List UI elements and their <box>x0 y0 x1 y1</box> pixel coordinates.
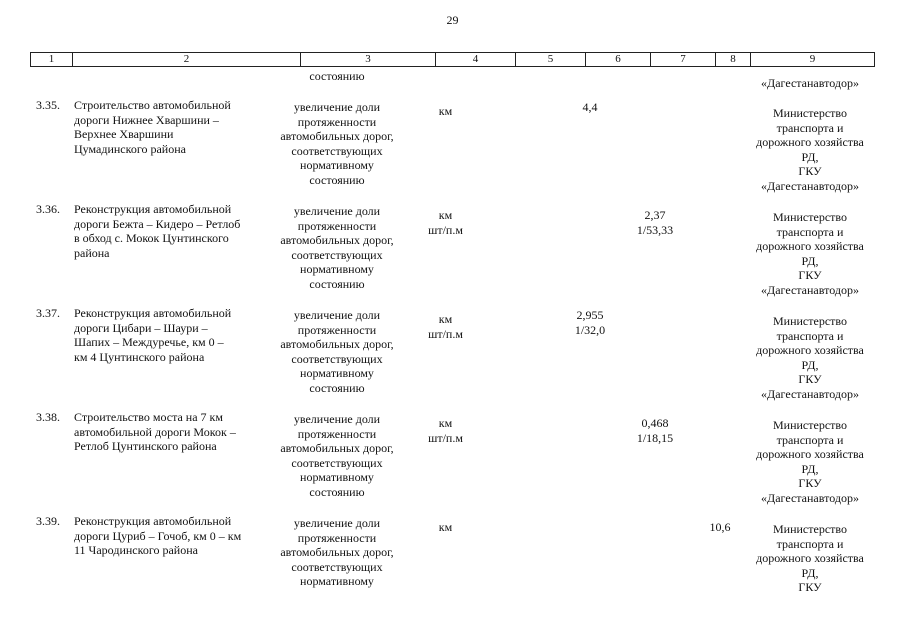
indicator-line: соответствующих <box>291 559 383 574</box>
indicator <box>262 516 412 589</box>
value-col8-line: 10,6 <box>709 520 731 534</box>
object-name-line: Реконструкция автомобильной <box>74 514 232 528</box>
row-number: 3.35. <box>36 98 60 112</box>
executor-line: транспорта и <box>776 120 844 135</box>
unit-line: км <box>438 416 453 430</box>
value-col6-line: 1/32,0 <box>574 322 606 337</box>
indicator-line: соответствующих <box>291 455 383 470</box>
value-col6 <box>555 100 625 115</box>
continuation-indicator: состоянию <box>309 69 365 83</box>
object-name-line: Строительство автомобильной <box>74 98 231 112</box>
object-name-line: дороги Бежта – Кидеро – Ретлоб <box>74 216 241 231</box>
executor-line: «Дагестанавтодор» <box>761 386 859 401</box>
object-name-line: Реконструкция автомобильной <box>74 306 232 320</box>
executor-line: РД, <box>801 253 819 268</box>
header-col-8: 8 <box>715 52 750 66</box>
indicator <box>262 412 412 499</box>
unit <box>418 208 473 237</box>
object-name-line: дороги Цуриб – Гочоб, км 0 – км <box>74 528 242 543</box>
unit <box>418 104 473 119</box>
object-name <box>74 202 259 260</box>
object-name-line: 11 Чародинского района <box>74 543 198 557</box>
executor-line: Министерство <box>773 106 847 120</box>
header-col-9: 9 <box>750 52 875 66</box>
continuation-executor: «Дагестанавтодор» <box>761 76 859 90</box>
indicator-line: увеличение доли <box>293 412 381 426</box>
object-name <box>74 514 259 558</box>
unit <box>418 520 473 535</box>
indicator-line: увеличение доли <box>293 100 381 114</box>
executor-line: Министерство <box>773 314 847 328</box>
indicator-line: состоянию <box>309 484 365 499</box>
value-col6 <box>555 308 625 337</box>
row-number: 3.38. <box>36 410 60 424</box>
object-name-line: дороги Цибари – Шаури – <box>74 320 208 335</box>
indicator-line: протяженности <box>297 218 377 233</box>
object-name-line: Ретлоб Цунтинского района <box>74 439 217 453</box>
executor-line: дорожного хозяйства <box>756 343 864 357</box>
indicator-line: увеличение доли <box>293 204 381 218</box>
object-name-line: км 4 Цунтинского района <box>74 349 205 364</box>
indicator-line: автомобильных дорог, <box>280 129 394 143</box>
unit <box>418 416 473 445</box>
unit <box>418 312 473 341</box>
header-col-2: 2 <box>72 52 300 66</box>
header-col-7: 7 <box>650 52 715 66</box>
executor-line: транспорта и <box>776 536 844 551</box>
object-name-line: в обход с. Мокок Цунтинского <box>74 231 229 245</box>
indicator-line: протяженности <box>297 426 377 441</box>
executor-line: «Дагестанавтодор» <box>761 282 859 297</box>
executor-line: ГКУ <box>798 580 822 594</box>
executor-line: Министерство <box>773 210 847 224</box>
executor-line: транспорта и <box>776 432 844 447</box>
unit-line: км <box>438 104 453 118</box>
value-col7-line: 1/18,15 <box>636 430 674 445</box>
object-name <box>74 410 259 454</box>
indicator-line: состоянию <box>309 380 365 395</box>
executor-line: дорожного хозяйства <box>756 239 864 253</box>
value-col7 <box>620 416 690 445</box>
row-number: 3.39. <box>36 514 60 528</box>
executor <box>745 314 875 401</box>
unit-line: км <box>438 312 453 326</box>
indicator-line: протяженности <box>297 530 377 545</box>
object-name-line: Верхнее Хваршини <box>74 127 174 141</box>
indicator <box>262 100 412 187</box>
header-col-5: 5 <box>515 52 585 66</box>
object-name-line: дороги Нижнее Хваршини – <box>74 112 219 127</box>
indicator-line: нормативному <box>300 574 374 588</box>
unit-line: км <box>438 208 453 222</box>
indicator-line: автомобильных дорог, <box>280 233 394 247</box>
object-name-line: района <box>74 245 110 260</box>
table-header <box>30 52 875 67</box>
header-col-4: 4 <box>435 52 515 66</box>
header-col-6: 6 <box>585 52 650 66</box>
object-name <box>74 98 259 156</box>
value-col7-line: 1/53,33 <box>636 222 674 237</box>
value-col7-line: 0,468 <box>641 416 669 430</box>
executor <box>745 210 875 297</box>
executor-line: Министерство <box>773 418 847 432</box>
indicator-line: нормативному <box>300 470 374 484</box>
executor-line: дорожного хозяйства <box>756 551 864 565</box>
indicator-line: протяженности <box>297 322 377 337</box>
value-col6-line: 4,4 <box>582 100 598 114</box>
indicator-line: автомобильных дорог, <box>280 441 394 455</box>
row-number: 3.36. <box>36 202 60 216</box>
indicator <box>262 204 412 291</box>
executor-line: ГКУ <box>798 164 822 178</box>
indicator-line: автомобильных дорог, <box>280 337 394 351</box>
executor-line: РД, <box>801 357 819 372</box>
indicator-line: нормативному <box>300 366 374 380</box>
unit-line: шт/п.м <box>428 326 463 341</box>
executor-line: Министерство <box>773 522 847 536</box>
header-col-1: 1 <box>30 52 72 66</box>
indicator-line: соответствующих <box>291 351 383 366</box>
executor <box>745 418 875 505</box>
indicator-line: состоянию <box>309 276 365 291</box>
executor-line: РД, <box>801 461 819 476</box>
indicator-line: соответствующих <box>291 143 383 158</box>
unit-line: шт/п.м <box>428 430 463 445</box>
unit-line: шт/п.м <box>428 222 463 237</box>
executor-line: дорожного хозяйства <box>756 447 864 461</box>
header-col-3: 3 <box>300 52 435 66</box>
indicator-line: нормативному <box>300 262 374 276</box>
object-name <box>74 306 259 364</box>
executor-line: дорожного хозяйства <box>756 135 864 149</box>
value-col7 <box>620 208 690 237</box>
executor <box>745 522 875 595</box>
unit-line: км <box>438 520 453 534</box>
executor-line: ГКУ <box>798 268 822 282</box>
executor-line: транспорта и <box>776 328 844 343</box>
indicator-line: автомобильных дорог, <box>280 545 394 559</box>
indicator <box>262 308 412 395</box>
row-number: 3.37. <box>36 306 60 320</box>
indicator-line: увеличение доли <box>293 516 381 530</box>
executor-line: «Дагестанавтодор» <box>761 178 859 193</box>
indicator-line: соответствующих <box>291 247 383 262</box>
value-col7-line: 2,37 <box>644 208 666 222</box>
object-name-line: Строительство моста на 7 км <box>74 410 223 424</box>
indicator-line: протяженности <box>297 114 377 129</box>
indicator-line: состоянию <box>309 172 365 187</box>
executor-line: ГКУ <box>798 372 822 386</box>
object-name-line: Шапих – Междуречье, км 0 – <box>74 335 224 349</box>
object-name-line: автомобильной дороги Мокок – <box>74 424 236 439</box>
executor-line: транспорта и <box>776 224 844 239</box>
executor-line: «Дагестанавтодор» <box>761 490 859 505</box>
indicator-line: нормативному <box>300 158 374 172</box>
executor-line: РД, <box>801 149 819 164</box>
object-name-line: Цумадинского района <box>74 141 186 156</box>
indicator-line: увеличение доли <box>293 308 381 322</box>
value-col6-line: 2,955 <box>576 308 604 322</box>
executor <box>745 106 875 193</box>
executor-line: РД, <box>801 565 819 580</box>
page-number: 29 <box>446 13 459 27</box>
executor-line: ГКУ <box>798 476 822 490</box>
object-name-line: Реконструкция автомобильной <box>74 202 232 216</box>
